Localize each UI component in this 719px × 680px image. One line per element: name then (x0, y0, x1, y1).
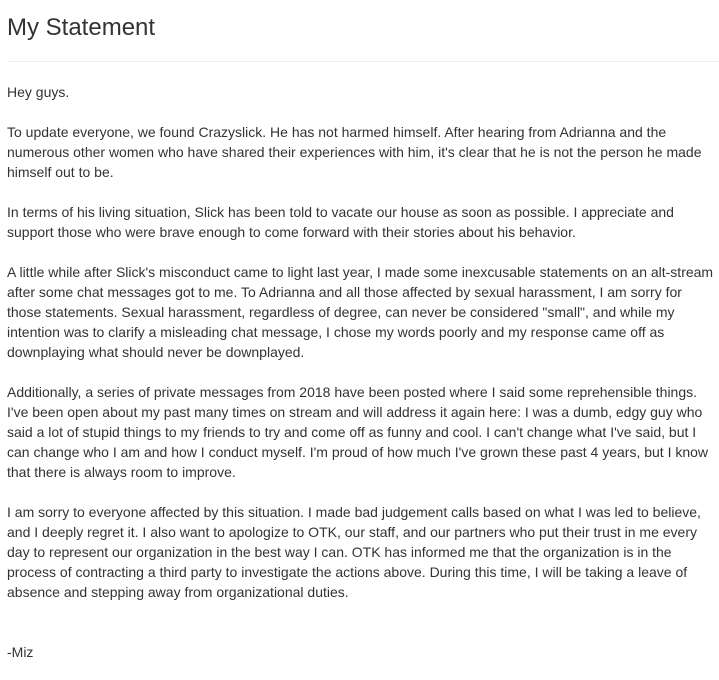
signature: -Miz (7, 644, 34, 660)
paragraph-alt-stream: A little while after Slick's misconduct came to light last year, I made some inexcusable statements on an alt-stream after some chat messages got to me. To Adrianna and all those affected by sexual harassment, I am sorry for those statements. Sexual harassment, regardless of degree, can never be considered "small", and while my intention was to clarify a misleading chat message, I chose my words poorly and my response came off as downplaying what should never be downplayed. (7, 264, 714, 360)
title-divider (7, 61, 719, 62)
paragraph-greeting: Hey guys. (7, 84, 70, 100)
page-title: My Statement (7, 14, 156, 41)
paragraph-living-situation: In terms of his living situation, Slick has been told to vacate our house as soon as possible. I appreciate and support those who were brave enough to come forward with their stories about his behavior. (7, 204, 674, 240)
paragraph-apology: I am sorry to everyone affected by this situation. I made bad judgement calls based on what I was led to believe, and I deeply regret it. I also want to apologize to OTK, our staff, and our partners who put their trust in me every day to represent our organization in the best way I can. OTK has informed me that the organization is in the process of contracting a third party to investigate the actions above. During this time, I will be taking a leave of absence and stepping away from organizational duties. (7, 504, 701, 600)
paragraph-update: To update everyone, we found Crazyslick. He has not harmed himself. After hearing from Adrianna and the numerous other women who have shared their experiences with him, it's clear that he is not the person he made himself out to be. (7, 124, 702, 180)
statement-body (7, 82, 719, 622)
paragraph-private-messages: Additionally, a series of private messages from 2018 have been posted where I said some reprehensible things. I've been open about my past many times on stream and will address it again here: I was a dumb, edgy guy who said a lot of stupid things to my friends to try and come off as funny and cool. I can't change what I've said, but I can change who I am and how I conduct myself. I'm proud of how much I've grown these past 4 years, but I know that there is always room to improve. (7, 384, 709, 480)
